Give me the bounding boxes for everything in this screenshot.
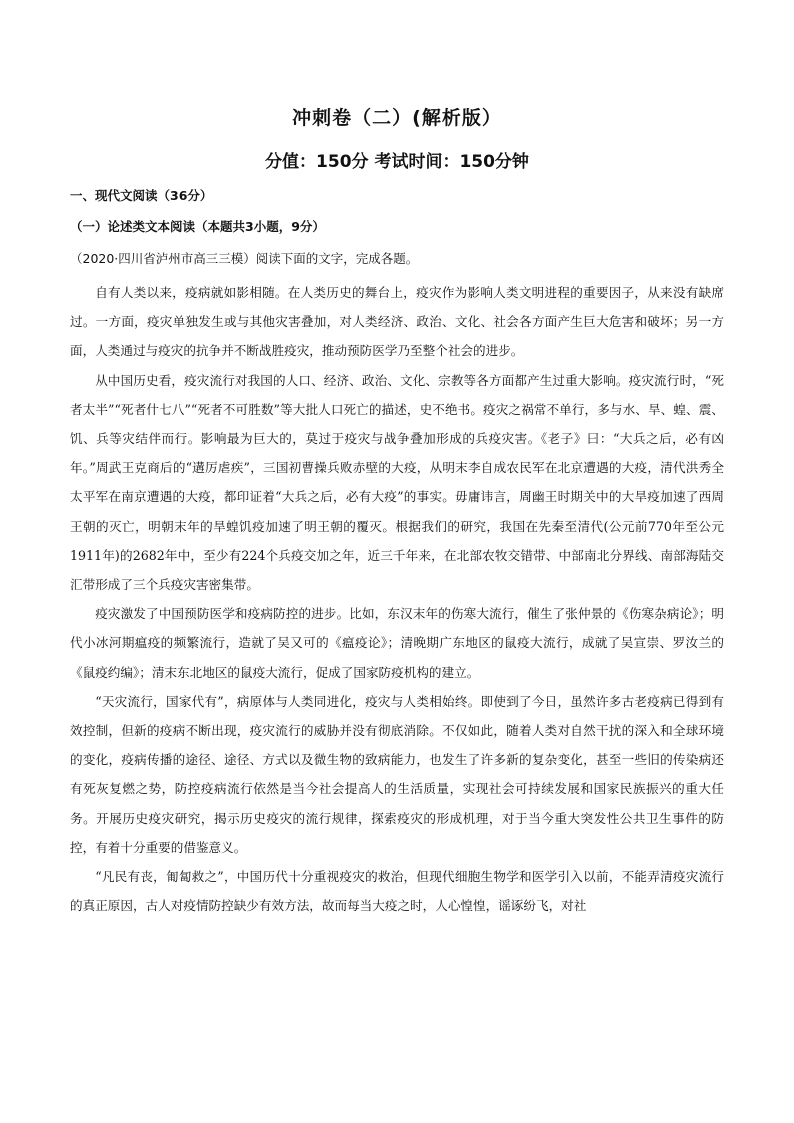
page-title: 冲刺卷（二）(解析版） <box>292 107 502 129</box>
article-body <box>70 278 724 920</box>
paragraph: 从中国历史看，疫灾流行对我国的人口、经济、政治、文化、宗教等各方面都产生过重大影响。疫灾流行时，“死者太半”“死者什七八”“死者不可胜数”等大批人口死亡的描述，史不绝书。疫灾之祸常不单行，多与水、旱、蝗、震、饥、兵等灾结伴而行。影响最为巨大的，莫过于疫灾与战争叠加形成的兵疫灾害。《老子》曰：“大兵之后，必有凶年。”周武王克商后的“遘厉虐疾”，三国初曹操兵败赤壁的大疫，从明末李自成农民军在北京遭遇的大疫，清代洪秀全太平军在南京遭遇的大疫，都印证着“大兵之后，必有大疫”的事实。毋庸讳言，周幽王时期关中的大旱疫加速了西周王朝的灭亡，明朝末年的旱蝗饥疫加速了明王朝的覆灭。根据我们的研究，我国在先秦至清代(公元前770年至公元1911年)的2682年中，至少有224个兵疫交加之年，近三千年来，在北部农牧交错带、中部南北分界线、南部海陆交汇带形成了三个兵疫灾害密集带。 <box>70 372 724 593</box>
section-heading: 一、现代文阅读（36分） <box>70 188 213 203</box>
paragraph: “凡民有丧，匍匐救之”，中国历代十分重视疫灾的救治，但现代细胞生物学和医学引入以前，不能弄清疫灾流行的真正原因，古人对疫情防控缺少有效方法，故而每当大疫之时，人心惶惶，谣诼纷飞，对社 <box>70 869 724 914</box>
paragraph: 疫灾激发了中国预防医学和疫病防控的进步。比如，东汉末年的伤寒大流行，催生了张仲景的《伤寒杂病论》；明代小冰河期瘟疫的频繁流行，造就了吴又可的《瘟疫论》；清晚期广东地区的鼠疫大流行，成就了吴宣崇、罗汝兰的《鼠疫约编》；清末东北地区的鼠疫大流行，促成了国家防疫机构的建立。 <box>70 606 724 680</box>
exam-info: 分值：150分 考试时间：150分钟 <box>265 152 529 172</box>
paragraph: “天灾流行，国家代有”，病原体与人类同进化，疫灾与人类相始终。即使到了今日，虽然许多古老疫病已得到有效控制，但新的疫病不断出现，疫灾流行的威胁并没有彻底消除。不仅如此，随着人类对自然干扰的深入和全球环境的变化，疫病传播的途径、途径、方式以及微生物的致病能力，也发生了许多新的复杂变化，甚至一些旧的传染病还有死灰复燃之势，防控疫病流行依然是当今社会提高人的生活质量，实现社会可持续发展和国家民族振兴的重大任务。开展历史疫灾研究，揭示历史疫灾的流行规律，探索疫灾的形成机理，对于当今重大突发性公共卫生事件的防控，有着十分重要的借鉴意义。 <box>70 693 724 855</box>
subsection-heading: （一）论述类文本阅读（本题共3小题，9分） <box>70 219 325 234</box>
paragraph: 自有人类以来，疫病就如影相随。在人类历史的舞台上，疫灾作为影响人类文明进程的重要因子，从来没有缺席过。一方面，疫灾单独发生或与其他灾害叠加，对人类经济、政治、文化、社会各方面产生巨大危害和破坏；另一方面，人类通过与疫灾的抗争并不断战胜疫灾，推动预防医学乃至整个社会的进步。 <box>70 285 724 359</box>
source-instruction: （2020·四川省泸州市高三三模）阅读下面的文字，完成各题。 <box>70 251 419 266</box>
